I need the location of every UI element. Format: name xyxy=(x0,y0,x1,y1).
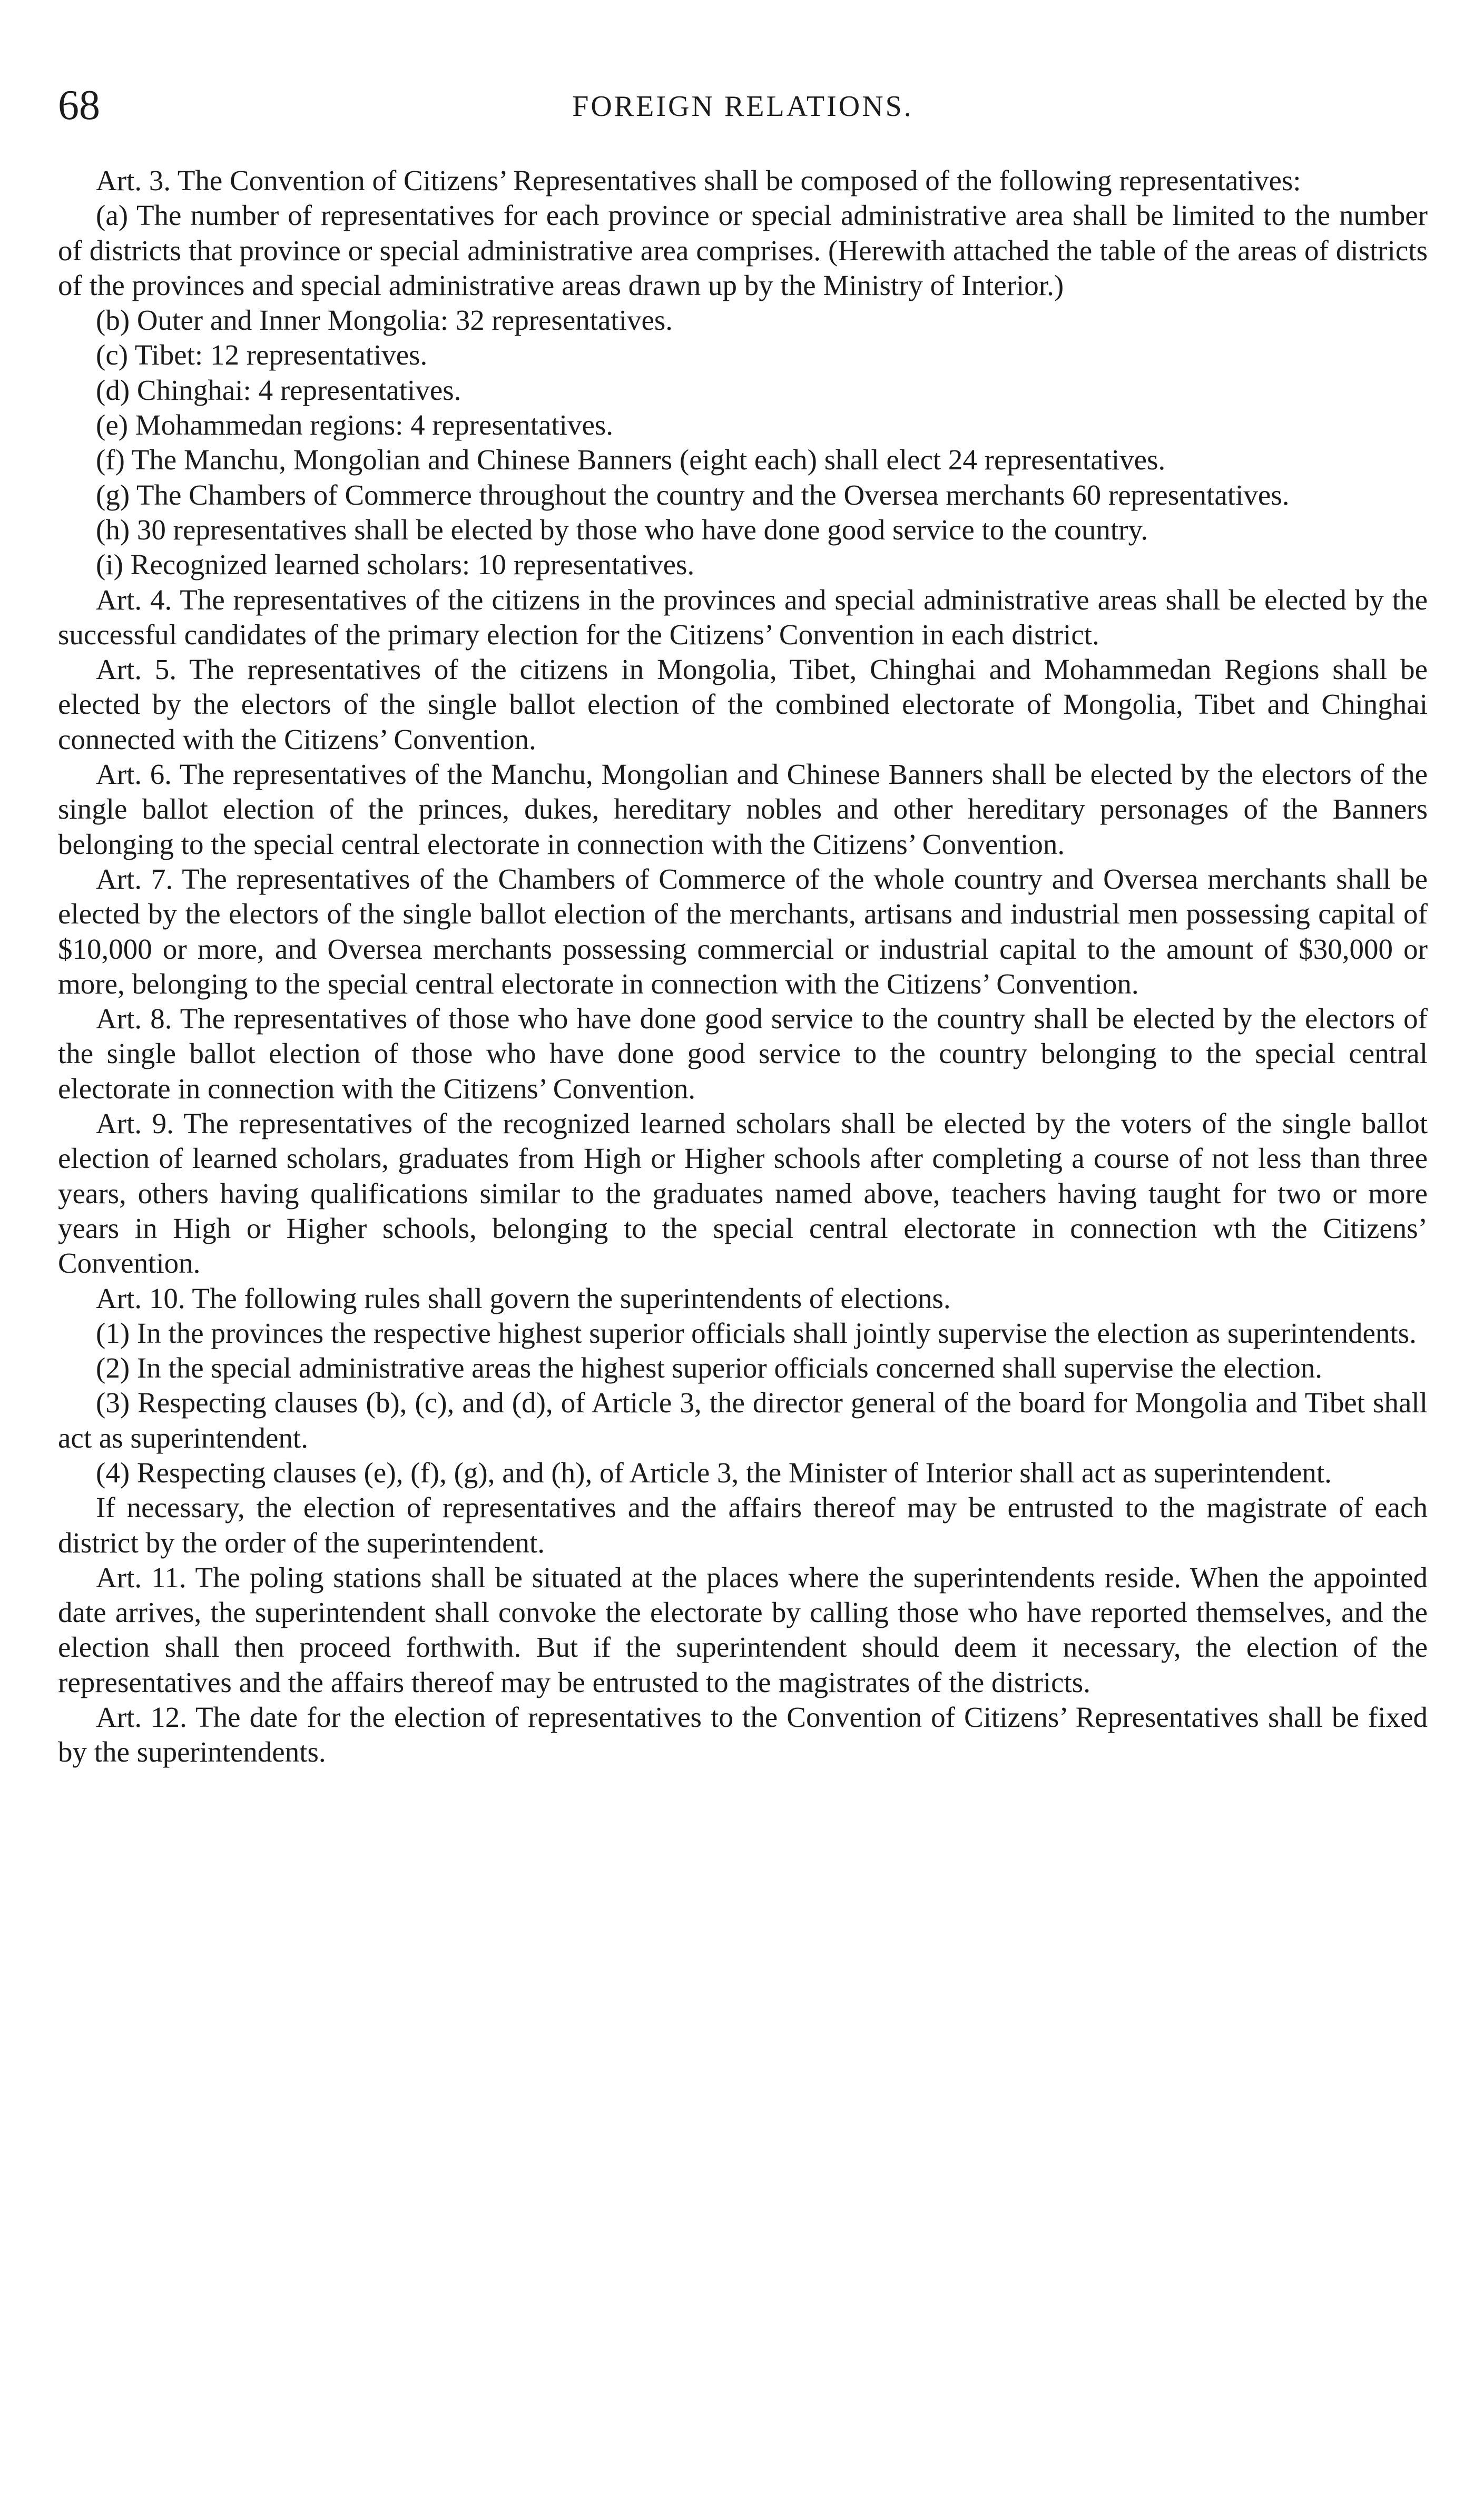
body-text xyxy=(58,163,1428,1770)
paragraph-art-10: Art. 10. The following rules shall govern the superintendents of elections. xyxy=(96,1282,951,1314)
paragraph-art-12: Art. 12. The date for the election of representatives to the Convention of Citizens’ Representatives shall be fixed by the superintendents. xyxy=(58,1701,1428,1768)
paragraph-clause-c: (c) Tibet: 12 representatives. xyxy=(96,339,428,371)
page-header xyxy=(58,79,1428,142)
paragraph-art-8: Art. 8. The representatives of those who have done good service to the country shall be elected by the electors of the single ballot election of those who have done good service to the country belonging to the special central electorate in connection with the Citizens’ Convention. xyxy=(58,1002,1428,1105)
paragraph-clause-b: (b) Outer and Inner Mongolia: 32 representatives. xyxy=(96,304,673,337)
paragraph-art-3: Art. 3. The Convention of Citizens’ Representatives shall be composed of the following representatives: xyxy=(96,164,1301,196)
paragraph-clause-e: (e) Mohammedan regions: 4 representatives. xyxy=(96,409,614,441)
paragraph-clause-h: (h) 30 representatives shall be elected by those who have done good service to the country. xyxy=(96,513,1148,546)
paragraph-rule-4: (4) Respecting clauses (e), (f), (g), and (h), of Article 3, the Minister of Interior shall act as superintendent. xyxy=(96,1456,1332,1489)
paragraph-art-9: Art. 9. The representatives of the recognized learned scholars shall be elected by the voters of the single ballot election of learned scholars, graduates from High or Higher schools after completing a course of not less than three years, others having qualifications similar to the graduates named above, teachers having taught for two or more years in High or Higher schools, belonging to the special central electorate in connection wth the Citizens’ Convention. xyxy=(58,1107,1428,1280)
document-page xyxy=(58,79,1428,1770)
paragraph-art-6: Art. 6. The representatives of the Manchu, Mongolian and Chinese Banners shall be elected by the electors of the single ballot election of the princes, dukes, hereditary nobles and other hereditary personages of the Banners belonging to the special central electorate in connection with the Citizens’ Convention. xyxy=(58,758,1428,860)
paragraph-rule-3: (3) Respecting clauses (b), (c), and (d), of Article 3, the director general of the board for Mongolia and Tibet shall act as superintendent. xyxy=(58,1387,1428,1454)
paragraph-clause-a: (a) The number of representatives for each province or special administrative area shall be limited to the number of districts that province or special administrative area comprises. (Herewith attached the table of the areas of districts of the provinces and special administrative areas drawn up by the Ministry of Interior.) xyxy=(58,199,1428,301)
running-head: FOREIGN RELATIONS. xyxy=(572,90,913,123)
paragraph-clause-f: (f) The Manchu, Mongolian and Chinese Banners (eight each) shall elect 24 representatives. xyxy=(96,444,1166,476)
paragraph-rule-2: (2) In the special administrative areas the highest superior officials concerned shall supervise the election. xyxy=(96,1352,1323,1384)
paragraph-art-7: Art. 7. The representatives of the Chambers of Commerce of the whole country and Oversea merchants shall be elected by the electors of the single ballot election of the merchants, artisans and industrial men possessing capital of $10,000 or more, and Oversea merchants possessing commercial or industrial capital to the amount of $30,000 or more, belonging to the special central electorate in connection with the Citizens’ Convention. xyxy=(58,862,1428,1000)
paragraph-art-4: Art. 4. The representatives of the citizens in the provinces and special administrative areas shall be elected by the successful candidates of the primary election for the Citizens’ Convention in each district. xyxy=(58,583,1428,651)
paragraph-art-11: Art. 11. The poling stations shall be situated at the places where the superintendents reside. When the appointed date arrives, the superintendent shall convoke the electorate by calling those who have reported themselves, and the election shall then proceed forthwith. But if the superintendent should deem it necessary, the election of the representatives and the affairs thereof may be entrusted to the magistrates of the districts. xyxy=(58,1561,1428,1698)
paragraph-clause-i: (i) Recognized learned scholars: 10 representatives. xyxy=(96,548,695,581)
paragraph-delegation: If necessary, the election of representatives and the affairs thereof may be entrusted to the magistrate of each district by the order of the superintendent. xyxy=(58,1491,1428,1559)
page-number: 68 xyxy=(58,82,100,129)
paragraph-clause-d: (d) Chinghai: 4 representatives. xyxy=(96,373,461,406)
paragraph-clause-g: (g) The Chambers of Commerce throughout the country and the Oversea merchants 60 representatives. xyxy=(96,478,1290,511)
paragraph-art-5: Art. 5. The representatives of the citizens in Mongolia, Tibet, Chinghai and Mohammedan Regions shall be elected by the electors of the single ballot election of the combined electorate of Mongolia, Tibet and Chinghai connected with the Citizens’ Convention. xyxy=(58,653,1428,755)
paragraph-rule-1: (1) In the provinces the respective highest superior officials shall jointly supervise the election as superintendents. xyxy=(96,1316,1417,1349)
